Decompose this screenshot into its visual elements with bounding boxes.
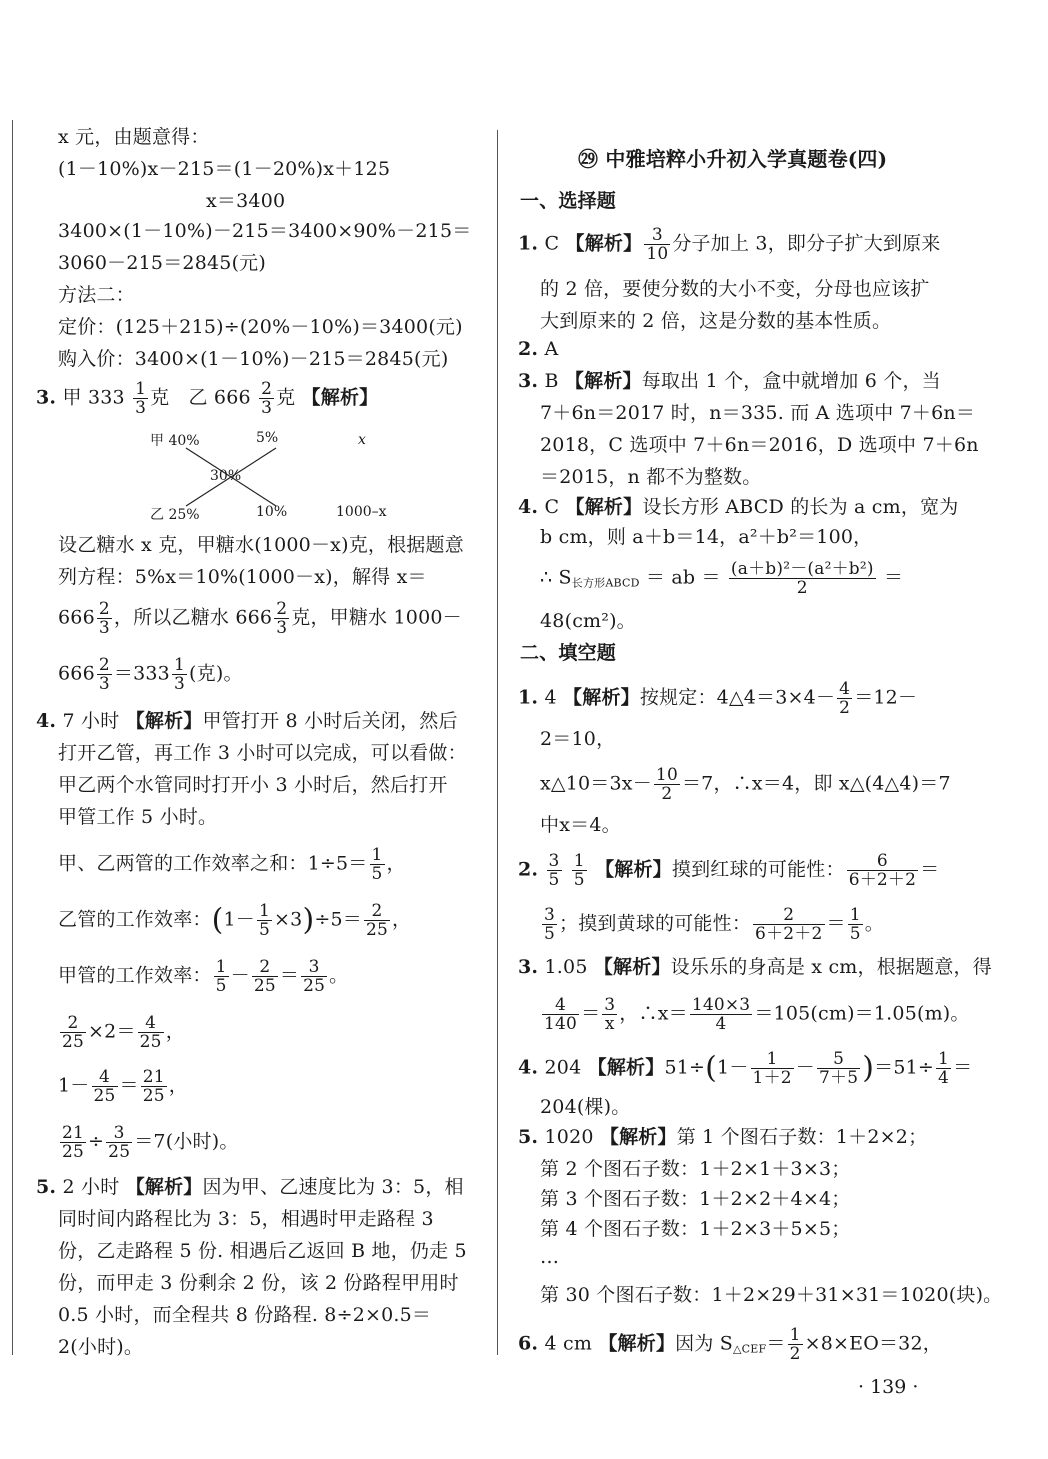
analysis-tag: 【解析】 (301, 386, 379, 409)
text-line: ＝2015，n 都不为整数。 (540, 466, 762, 488)
page-number: · 139 · (858, 1376, 919, 1398)
text-line: 2(小时)。 (58, 1336, 144, 1358)
fill-3: 3. 1.05 【解析】设乐乐的身高是 x cm，根据题意，得 (518, 956, 992, 978)
fill-2: 2. $\frac{3}{5}$ $\frac{1}{5}$ 【解析】摸到红球的可能性： $\frac{6}{6+2+2}$ ＝ (518, 851, 940, 890)
fraction: $\frac{1}{3}$ (135, 379, 147, 418)
text-line: 1－ $\frac{4}{25}$ ＝ $\frac{21}{25}$ ， (58, 1067, 188, 1106)
text-line: x 元，由题意得： (58, 126, 210, 148)
text-line: $\frac{21}{25}$ ÷ $\frac{3}{25}$ ＝7(小时)。 (62, 1123, 239, 1162)
text-line: 0.5 小时，而全程共 8 份路程. 8÷2×0.5＝ (58, 1304, 432, 1326)
section-title: ㉙ 中雅培粹小升初入学真题卷(四) (578, 147, 888, 171)
text-line: 3400×(1－10%)－215＝3400×90%－215＝ (58, 220, 472, 242)
text-line: 份，而甲走 3 份剩余 2 份，该 2 份路程甲用时 (58, 1272, 459, 1294)
text-line: 打开乙管，再工作 3 小时可以完成，可以看做： (58, 742, 467, 764)
text-line: ∴ $S_{长方形ABCD}$ ＝ ab ＝ $\frac{\text{(a＋b)²－(a²＋b²)}}{2}$ ＝ (540, 559, 904, 598)
text-line: (1－10%)x－215＝(1－20%)x＋125 (58, 158, 391, 180)
text-line: 第 30 个图石子数：1＋2×29＋31×31＝1020(块)。 (540, 1284, 1003, 1306)
text-line: 定价：(125＋215)÷(20%－10%)＝3400(元) (58, 316, 463, 338)
text-line: 大到原来的 2 倍，这是分数的基本性质。 (540, 310, 892, 332)
answer-text: 克 乙 666 (150, 386, 251, 409)
section-heading: 一、选择题 (520, 190, 617, 212)
diagram-label: x (358, 432, 366, 448)
question-4: 4. 7 小时 【解析】甲管打开 8 小时后关闭，然后 (36, 710, 458, 732)
text-line: 中x＝4。 (540, 814, 621, 836)
text-line: 甲管工作 5 小时。 (58, 806, 218, 828)
text-line: 48(cm²)。 (540, 610, 636, 632)
text-line: 204(棵)。 (540, 1096, 631, 1118)
diagram-label: 5% (256, 430, 279, 446)
text-line: 甲、乙两管的工作效率之和：1÷5＝ $\frac{1}{5}$ ， (58, 845, 406, 884)
text-line: 7＋6n＝2017 时，n＝335. 而 A 选项中 7＋6n＝ (540, 402, 976, 424)
text-line: 666 $\frac{2}{3}$ ＝333 $\frac{1}{3}$ (克)。 (58, 655, 243, 694)
text-line: 第 3 个图石子数：1＋2×2＋4×4； (540, 1188, 851, 1210)
text-line: 乙管的工作效率：(1－ $\frac{1}{5}$ ×3)÷5＝ $\frac{2}{25}$ ， (58, 901, 412, 940)
text-line: $\frac{4}{140}$ ＝ $\frac{3}{x}$ ，∴x＝ $\frac{140\times 3}{4}$ ＝105(cm)＝1.05(m)。 (544, 995, 970, 1034)
choice-1: 1. C 【解析】 $\frac{3}{10}$ 分子加上 3，即分子扩大到原来 (518, 225, 941, 264)
text-line: 甲管的工作效率： $\frac{1}{5}$ － $\frac{2}{25}$ ＝ $\frac{3}{25}$ 。 (58, 957, 349, 996)
question-number: 3. (36, 386, 57, 409)
text-line: 同时间内路程比为 3：5，相遇时甲走路程 3 (58, 1208, 434, 1230)
text-line: $\frac{2}{25}$ ×2＝ $\frac{4}{25}$ ， (62, 1013, 185, 1052)
left-border-rule (12, 120, 13, 1355)
choice-2: 2. A (518, 338, 559, 360)
choice-3: 3. B 【解析】每取出 1 个，盒中就增加 6 个，当 (518, 370, 941, 392)
text-line: 列方程：5%x＝10%(1000－x)，解得 x＝ (58, 566, 427, 588)
text-line: 2018，C 选项中 7＋6n＝2016，D 选项中 7＋6n (540, 434, 979, 456)
text-line: 设乙糖水 x 克，甲糖水(1000－x)克，根据题意 (58, 534, 464, 556)
choice-4: 4. C 【解析】设长方形 ABCD 的长为 a cm，宽为 (518, 496, 959, 518)
diagram-label: 甲 40% (150, 433, 200, 449)
text-line: 份，乙走路程 5 份. 相遇后乙返回 B 地，仍走 5 (58, 1240, 467, 1262)
answer-text: 克 (276, 386, 296, 409)
cross-ratio-diagram (136, 428, 436, 528)
text-line: x＝3400 (206, 190, 286, 212)
fraction: $\frac{2}{3}$ (261, 379, 273, 418)
question-3 (36, 380, 378, 417)
text-line: 第 2 个图石子数：1＋2×1＋3×3； (540, 1158, 851, 1180)
diagram-label: 乙 25% (150, 507, 200, 523)
text-line: b cm，则 a＋b＝14，a²＋b²＝100， (540, 526, 873, 548)
fill-6: 6. 4 cm 【解析】因为 $S_{\triangle CEF}=$ $\frac{1}{2}$ ×8×EO＝32， (518, 1325, 942, 1364)
text-line: 3060－215＝2845(元) (58, 252, 266, 274)
text-line: $\frac{3}{5}$ ；摸到黄球的可能性： $\frac{2}{6+2+2}$ ＝ $\frac{1}{5}$ 。 (544, 905, 884, 944)
fill-5: 5. 1020 【解析】第 1 个图石子数：1＋2×2； (518, 1126, 928, 1148)
answer-text: 甲 333 (62, 386, 125, 409)
text-line: x△10＝3x－ $\frac{10}{2}$ ＝7，∴x＝4，即 x△(4△4)＝7 (540, 765, 951, 804)
text-line: 2＝10， (540, 728, 616, 750)
diagram-label: 10% (256, 504, 288, 520)
fill-4: 4. 204 【解析】51÷(1－ $\frac{1}{1+2}$ － $\frac{5}{7+5}$ )＝51÷ $\frac{1}{4}$ ＝ (518, 1049, 973, 1088)
diagram-label: 1000–x (336, 504, 387, 520)
fill-1: 1. 4 【解析】按规定：4△4＝3×4－ $\frac{4}{2}$ ＝12－ (518, 679, 918, 718)
column-divider (497, 130, 498, 1355)
section-heading: 二、填空题 (520, 642, 617, 664)
text-line: 666 $\frac{2}{3}$ ，所以乙糖水 666 $\frac{2}{3}$ 克，甲糖水 1000－ (58, 599, 462, 638)
text-line: 第 4 个图石子数：1＋2×3＋5×5； (540, 1218, 851, 1240)
text-line: 甲乙两个水管同时打开小 3 小时后，然后打开 (58, 774, 448, 796)
text-line: 的 2 倍，要使分数的大小不变，分母也应该扩 (540, 278, 930, 300)
question-5: 5. 2 小时 【解析】因为甲、乙速度比为 3：5，相 (36, 1176, 464, 1198)
text-line: 购入价：3400×(1－10%)－215＝2845(元) (58, 348, 449, 370)
text-line: … (540, 1246, 560, 1268)
diagram-label: 30% (210, 468, 242, 484)
text-line: 方法二： (58, 284, 135, 306)
